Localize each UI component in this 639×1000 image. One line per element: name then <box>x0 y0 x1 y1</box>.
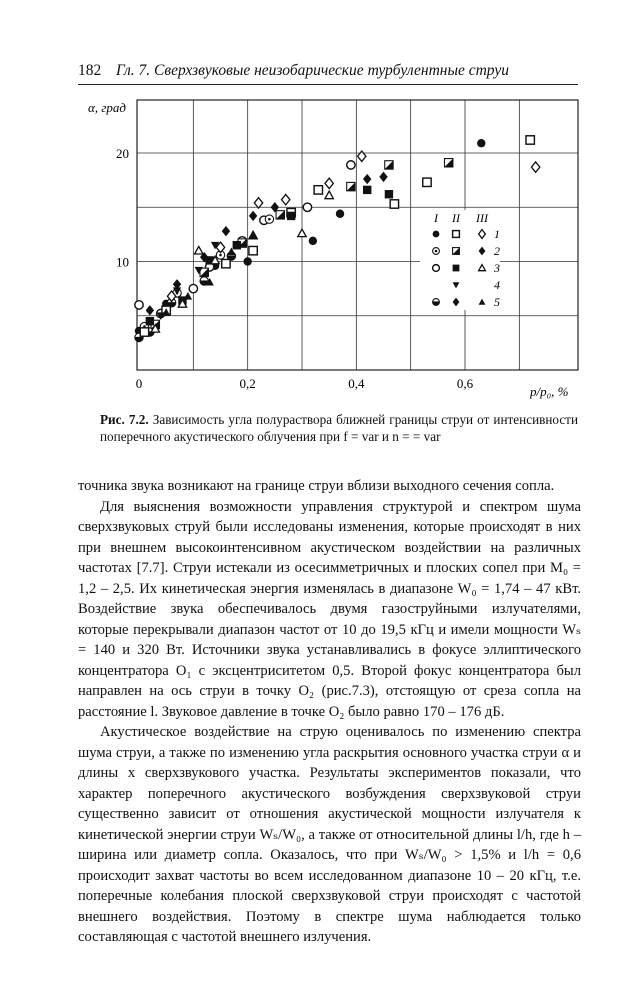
data-point-sq-open <box>423 178 431 186</box>
y-tick-label: 10 <box>116 254 129 270</box>
data-point-dia-fill <box>222 226 230 236</box>
data-point-dot <box>336 210 344 218</box>
data-point-dia-fill <box>379 172 387 182</box>
x-tick-label: 0,2 <box>239 376 256 391</box>
paragraph-1: точника звука возникают на границе струи вблизи выходного сечения сопла. <box>78 478 555 494</box>
data-point-circ-open <box>303 203 311 211</box>
legend-row-number: 5 <box>494 295 500 309</box>
data-point-sq-half <box>347 182 355 190</box>
legend-symbol-sq-fill <box>453 265 460 272</box>
figure-caption <box>100 412 578 445</box>
y-axis-label: α, град <box>88 100 126 115</box>
legend-symbol-dot <box>433 231 440 238</box>
data-point-sq-open <box>249 246 257 254</box>
data-point-dia-fill <box>363 174 371 184</box>
legend-symbol-sq-half <box>453 248 460 255</box>
data-point-dia-fill <box>249 211 257 221</box>
data-point-sq-fill <box>233 241 241 249</box>
page-number: 182 <box>78 62 102 79</box>
legend-row-number: 3 <box>494 261 500 275</box>
data-point-sq-fill <box>385 190 393 198</box>
legend-symbol-circ-half <box>433 299 440 306</box>
x-tick-label: 0,6 <box>456 376 474 391</box>
plot-frame <box>137 100 578 370</box>
data-point-sq-fill <box>363 186 371 194</box>
data-point-circ-open-dot <box>265 215 273 223</box>
legend-symbol-circ-open <box>433 265 440 272</box>
data-point-sq-open <box>314 186 322 194</box>
chart-grid <box>137 100 578 370</box>
legend-row-number: 1 <box>494 227 500 241</box>
chart-frame <box>137 100 578 370</box>
data-point-circ-open <box>347 161 355 169</box>
data-point-dot <box>309 237 317 245</box>
x-tick-label: 0 <box>135 376 143 391</box>
data-point-dia-open <box>282 194 290 204</box>
figure-caption-text: Зависимость угла полураствора ближней границы струи от интенсивности поперечного акустического облучения при f = var и n = = var <box>100 412 579 444</box>
chart-ticks <box>116 146 474 391</box>
data-point-sq-fill <box>287 212 295 220</box>
data-point-sq-open <box>140 328 148 336</box>
legend-column-header: III <box>476 211 488 225</box>
data-point-dia-open <box>325 178 333 188</box>
data-point-sq-half <box>445 159 453 167</box>
paragraph-2: Для выяснения возможности управления структурой и спектром шума сверхзвуковых струй были исследованы изменения, которые происходят в них при внешнем высокоинтенсивном акустическом воздействии на различных частотах [7.7]. Струи истекали из осесимметричных и плоских сопел при M₀ = 1,2 – 2,5. Их кинетическая энергия изменялась в диапазоне W₀ = 1,74 – 47 кВт. Воздействие звука обеспечивалось двумя газоструйными излучателями, которые перекрывали диапазон частот от 10 до 19,5 кГц и имели мощности Wₛ = 140 и 320 Вт. Источники звука устанавливались в фокусе эллиптического концентратора O₁ с эксцентриситетом 0,5. Второй фокус концентратора был направлен на ось струи в точку O₂ (рис.7.3), отстоящую от среза сопла на расстояние l. Звуковое давление в точке O₂ было равно 170 – 176 дБ. <box>78 498 581 720</box>
data-point-sq-open <box>390 200 398 208</box>
data-point-sq-half <box>385 161 393 169</box>
data-point-tri-open <box>195 246 203 254</box>
data-point-tri-fill <box>249 231 257 239</box>
data-point-dot <box>477 139 485 147</box>
data-point-tri-fill <box>184 292 192 300</box>
legend-symbol-sq-open <box>453 231 460 238</box>
data-point-tri-open <box>298 229 306 237</box>
legend-symbol-circ-open-dot <box>433 248 440 255</box>
y-tick-label: 20 <box>116 146 129 161</box>
data-point-sq-fill <box>146 317 154 325</box>
data-point-tri-open <box>325 191 333 199</box>
scatter-chart <box>0 0 639 410</box>
data-point-dia-fill <box>146 305 154 315</box>
data-point-circ-open <box>189 284 197 292</box>
x-axis-label: p/p₀, % <box>530 384 569 399</box>
data-point-sq-open <box>526 136 534 144</box>
legend-column-header: I <box>434 211 438 225</box>
running-title: Гл. 7. Сверхзвуковые неизобарические турбулентные струи <box>116 62 509 79</box>
chart-legend <box>420 210 500 310</box>
body-text <box>78 476 581 948</box>
legend-row-number: 4 <box>494 278 500 292</box>
data-point-circ-open <box>135 301 143 309</box>
legend-background <box>420 210 500 310</box>
legend-row-number: 2 <box>494 244 500 258</box>
data-point-sq-half <box>276 211 284 219</box>
data-point-dot <box>243 257 251 265</box>
legend-column-header: II <box>452 211 460 225</box>
data-point-dia-open <box>254 198 262 208</box>
data-point-dia-open <box>531 162 539 172</box>
paragraph-3: Акустическое воздействие на струю оценивалось по изменению спектра шума струи, а также по изменению угла раскрытия основного участка струи α и длины x сверхзвукового участка. Результаты экспериментов показали, что характер поперечного акустического возбуждения сверхзвуковой струи существенно зависит от отношения акустической мощности излучателя к кинетической энергии струи Wₛ/W₀, а также от относительной длины l/h, где h – ширина или диаметр сопла. Оказалось, что при Wₛ/W₀ > 1,5% и l/h = 0,6 происходит захват частоты во всем исследованном диапазоне 10 – 20 кГц, т.е. поперечные колебания плоской сверхзвуковой струи происходят с частотой внешнего воздействия. Поэтому в спектре шума наблюдается только составляющая с частотой внешнего излучения. <box>78 724 581 945</box>
figure-label: Рис. 7.2. <box>100 412 149 427</box>
data-point-sq-open <box>222 259 230 267</box>
x-tick-label: 0,4 <box>348 376 365 391</box>
